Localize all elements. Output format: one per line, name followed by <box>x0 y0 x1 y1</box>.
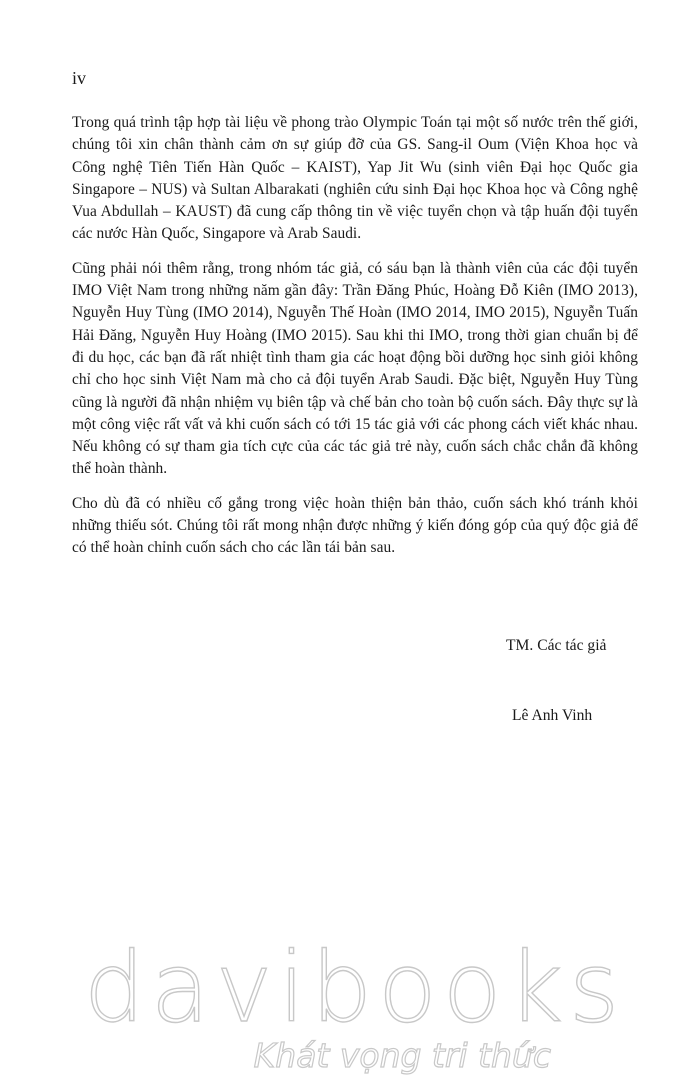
page-number: iv <box>72 68 87 88</box>
watermark-tagline: Khát vọng tri thức <box>253 1036 551 1075</box>
paragraph-acknowledgements: Trong quá trình tập hợp tài liệu về phong trào Olympic Toán tại một số nước trên thế giới, chúng tôi xin chân thành cảm ơn sự giúp đỡ của GS. Sang-il Oum (Viện Khoa học và Công nghệ Tiên Tiến Hàn Quốc – KAIST), Yap Jit Wu (sinh viên Đại học Quốc gia Singapore – NUS) và Sultan Albarakati (nghiên cứu sinh Đại học Khoa học và Công nghệ Vua Abdullah – KAUST) đã cung cấp thông tin về việc tuyển chọn và tập huấn đội tuyển các nước Hàn Quốc, Singapore và Arab Saudi. <box>72 114 638 243</box>
signature-name: Lê Anh Vinh <box>512 707 593 724</box>
watermark-brand: davibooks <box>83 932 626 1044</box>
paragraph-feedback-request: Cho dù đã có nhiều cố gắng trong việc hoàn thiện bản thảo, cuốn sách khó tránh khỏi những thiếu sót. Chúng tôi rất mong nhận được những ý kiến đóng góp của quý độc giả để có thể hoàn chỉnh cuốn sách cho các lần tái bản sau. <box>72 494 638 557</box>
signature-on-behalf: TM. Các tác giả <box>506 637 607 654</box>
paragraph-young-authors: Cũng phải nói thêm rằng, trong nhóm tác giả, có sáu bạn là thành viên của các đội tuyển IMO Việt Nam trong những năm gần đây: Trần Đăng Phúc, Hoàng Đỗ Kiên (IMO 2013), Nguyễn Huy Tùng (IMO 2014), Nguyễn Thế Hoàn (IMO 2014, IMO 2015), Nguyễn Tuấn Hải Đăng, Nguyễn Huy Hoàng (IMO 2015). Sau khi thi IMO, trong thời gian chuẩn bị để đi du học, các bạn đã rất nhiệt tình tham gia các hoạt động bồi dưỡng học sinh giỏi không chỉ cho học sinh Việt Nam mà cho cả đội tuyển Arab Saudi. Đặc biệt, Nguyễn Huy Tùng cũng là người đã nhận nhiệm vụ biên tập và chế bản cho toàn bộ cuốn sách. Đây thực sự là một công việc rất vất vả khi cuốn sách có tới 15 tác giả với các phong cách viết khác nhau. Nếu không có sự tham gia tích cực của các tác giả trẻ này, cuốn sách chắc chắn đã không thể hoàn thành. <box>72 259 638 478</box>
preface-body <box>72 112 638 572</box>
publisher-watermark <box>0 932 699 1075</box>
